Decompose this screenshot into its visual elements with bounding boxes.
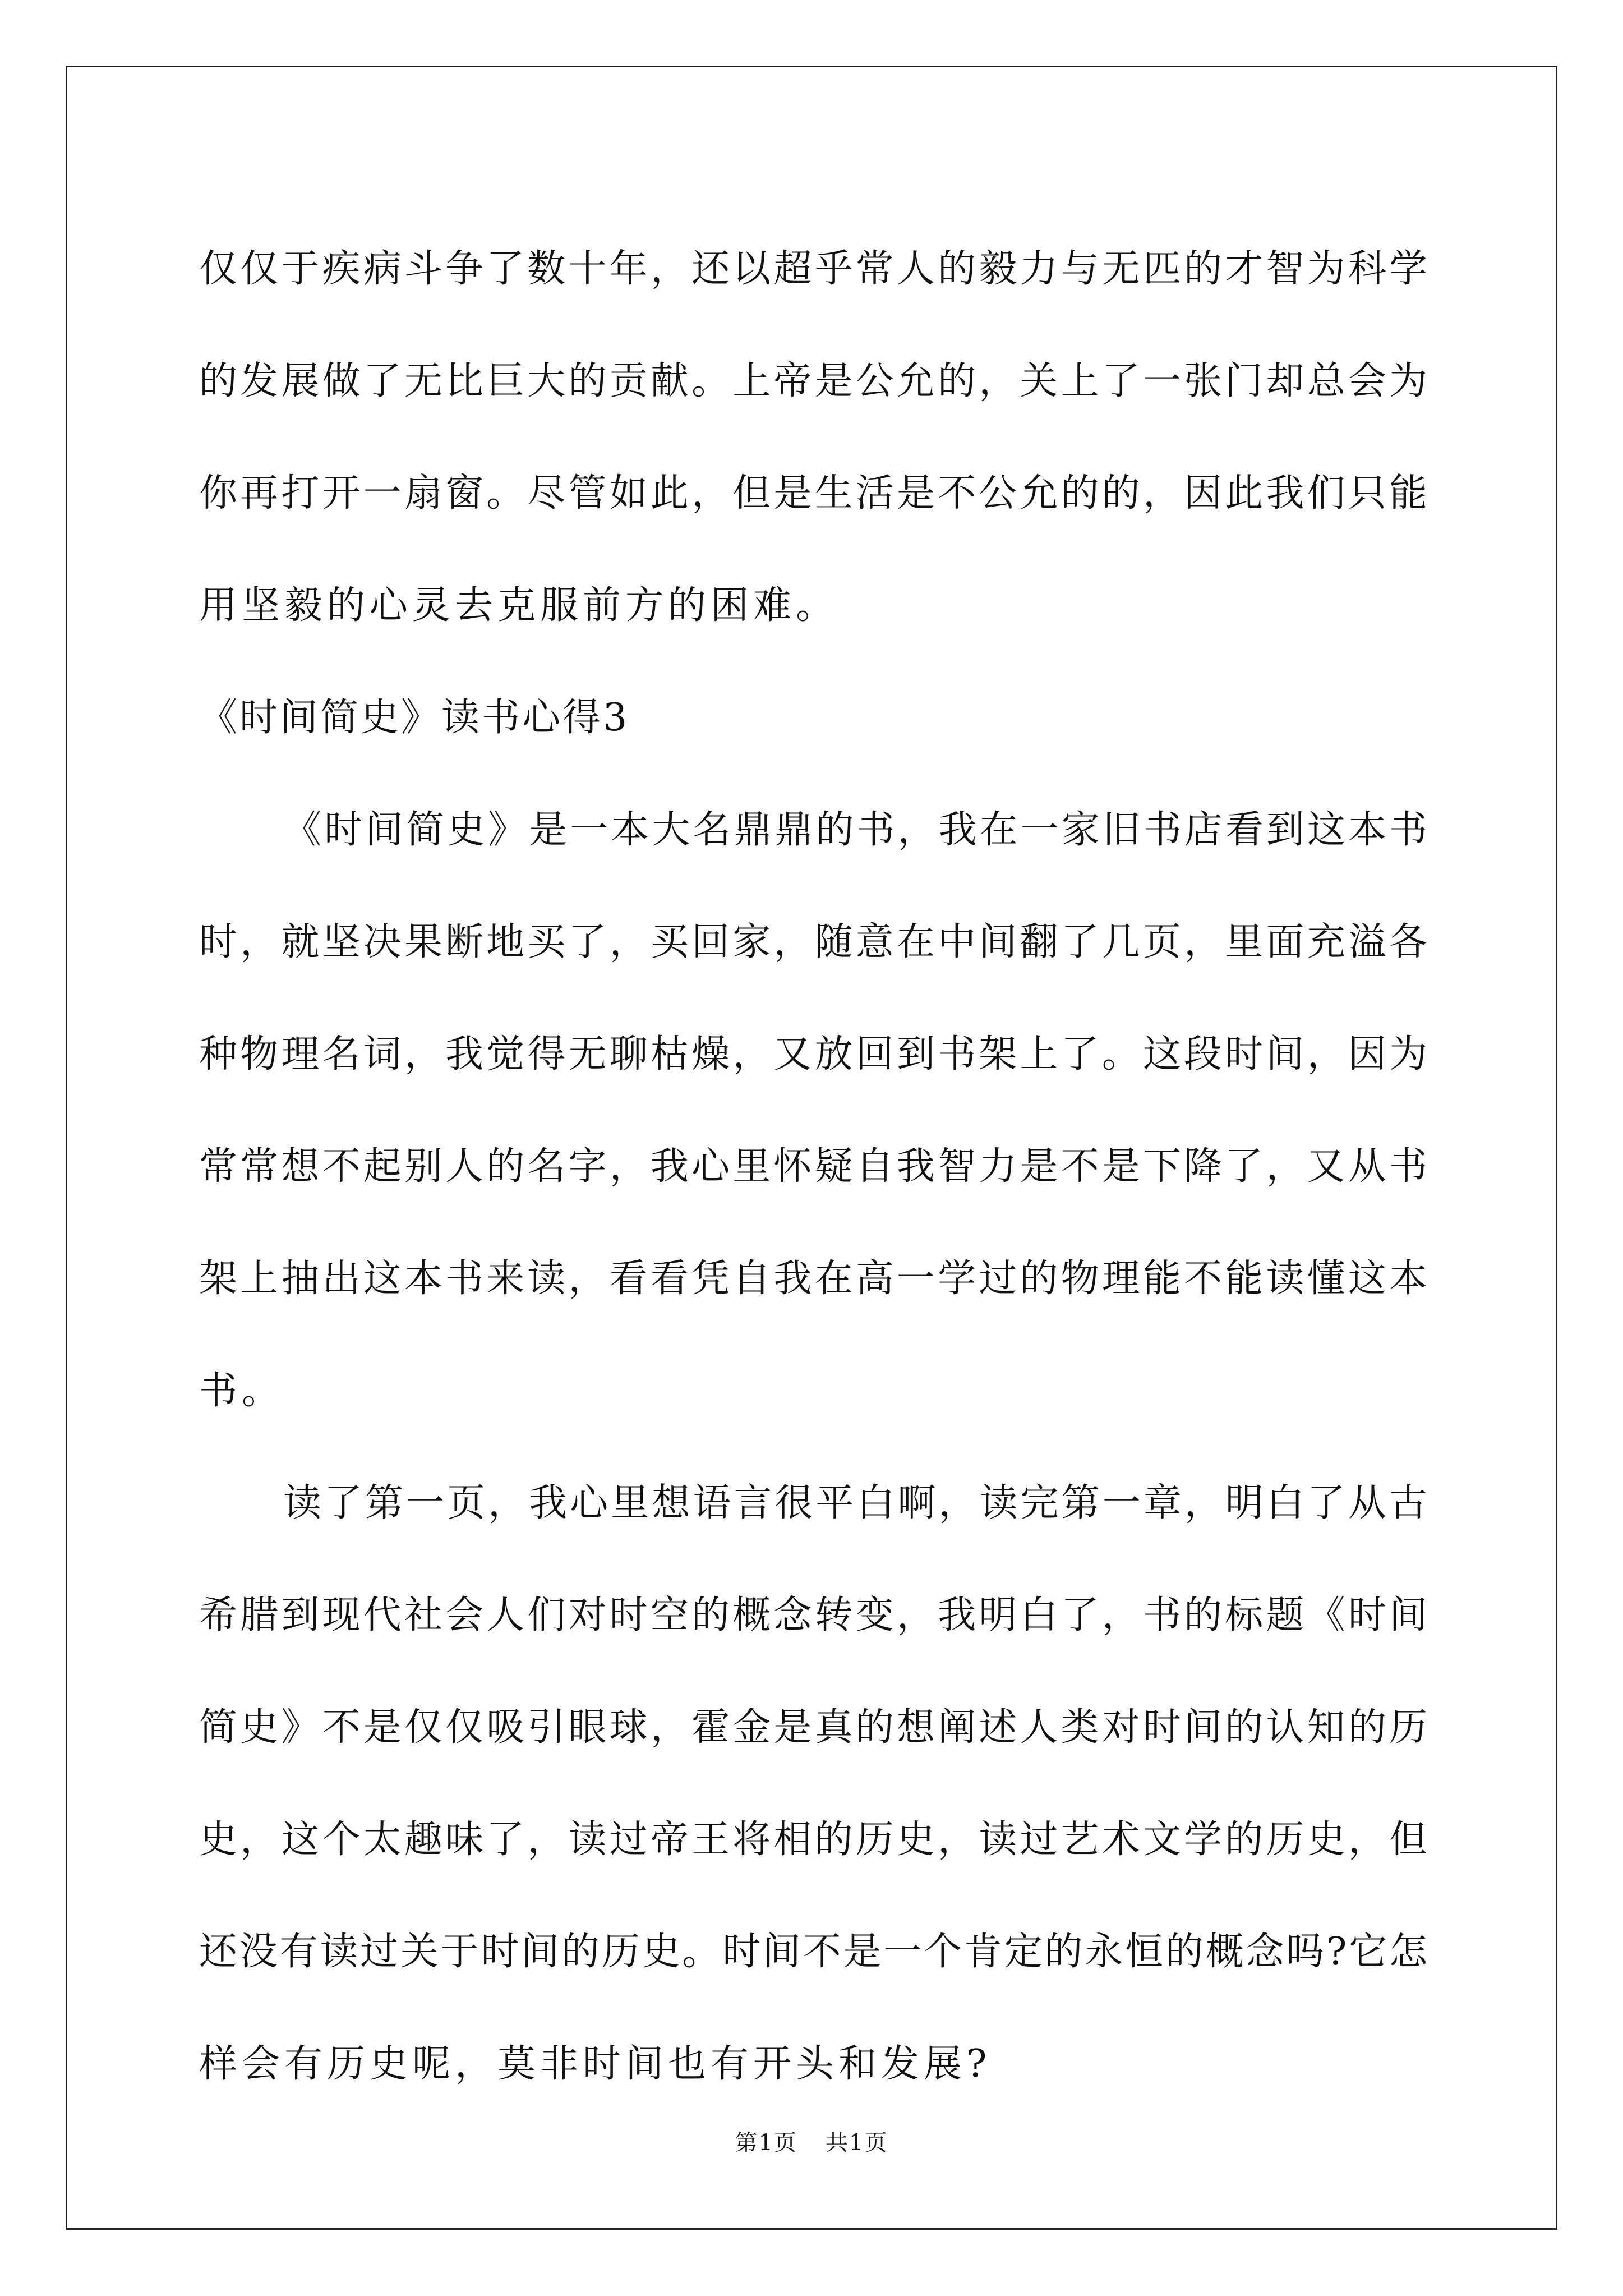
text-line: 《时间简史》是一本大名鼎鼎的书，我在一家旧书店看到这本书 [283,808,1427,852]
text-line: 还没有读过关于时间的历史。时间不是一个肯定的永恒的概念吗?它怎 [199,1930,1427,1974]
paragraph [199,1447,1427,2120]
page-footer [0,2129,1623,2157]
text-line: 读了第一页，我心里想语言很平白啊，读完第一章，明白了从古 [283,1481,1427,1525]
text-line: 用坚毅的心灵去克服前方的困难。 [199,583,839,628]
paragraph [199,774,1427,1447]
document-body [199,213,1427,2120]
paragraph [199,213,1427,662]
text-line: 希腊到现代社会人们对时空的概念转变，我明白了，书的标题《时间 [199,1593,1427,1637]
text-line: 简史》不是仅仅吸引眼球，霍金是真的想阐述人类对时间的认知的历 [199,1705,1427,1750]
text-line: 书。 [199,1369,285,1413]
text-line: 常常想不起别人的名字，我心里怀疑自我智力是不是下降了，又从书 [199,1144,1427,1189]
text-line: 种物理名词，我觉得无聊枯燥，又放回到书架上了。这段时间，因为 [199,1032,1427,1076]
section-heading: 《时间简史》读书心得3 [199,696,630,740]
text-line: 你再打开一扇窗。尽管如此，但是生活是不公允的的，因此我们只能 [199,471,1427,516]
text-line: 时，就坚决果断地买了，买回家，随意在中间翻了几页，里面充溢各 [199,920,1427,964]
page-number: 第1页 [735,2130,797,2156]
text-line: 史，这个太趣味了，读过帝王将相的历史，读过艺术文学的历史，但 [199,1818,1427,1862]
text-line: 的发展做了无比巨大的贡献。上帝是公允的，关上了一张门却总会为 [199,359,1427,403]
text-line: 仅仅于疾病斗争了数十年，还以超乎常人的毅力与无匹的才智为科学 [199,247,1427,291]
text-line: 架上抽出这本书来读，看看凭自我在高一学过的物理能不能读懂这本 [199,1257,1427,1301]
page-total: 共1页 [826,2130,888,2156]
text-line: 样会有历史呢，莫非时间也有开头和发展? [199,2042,992,2086]
